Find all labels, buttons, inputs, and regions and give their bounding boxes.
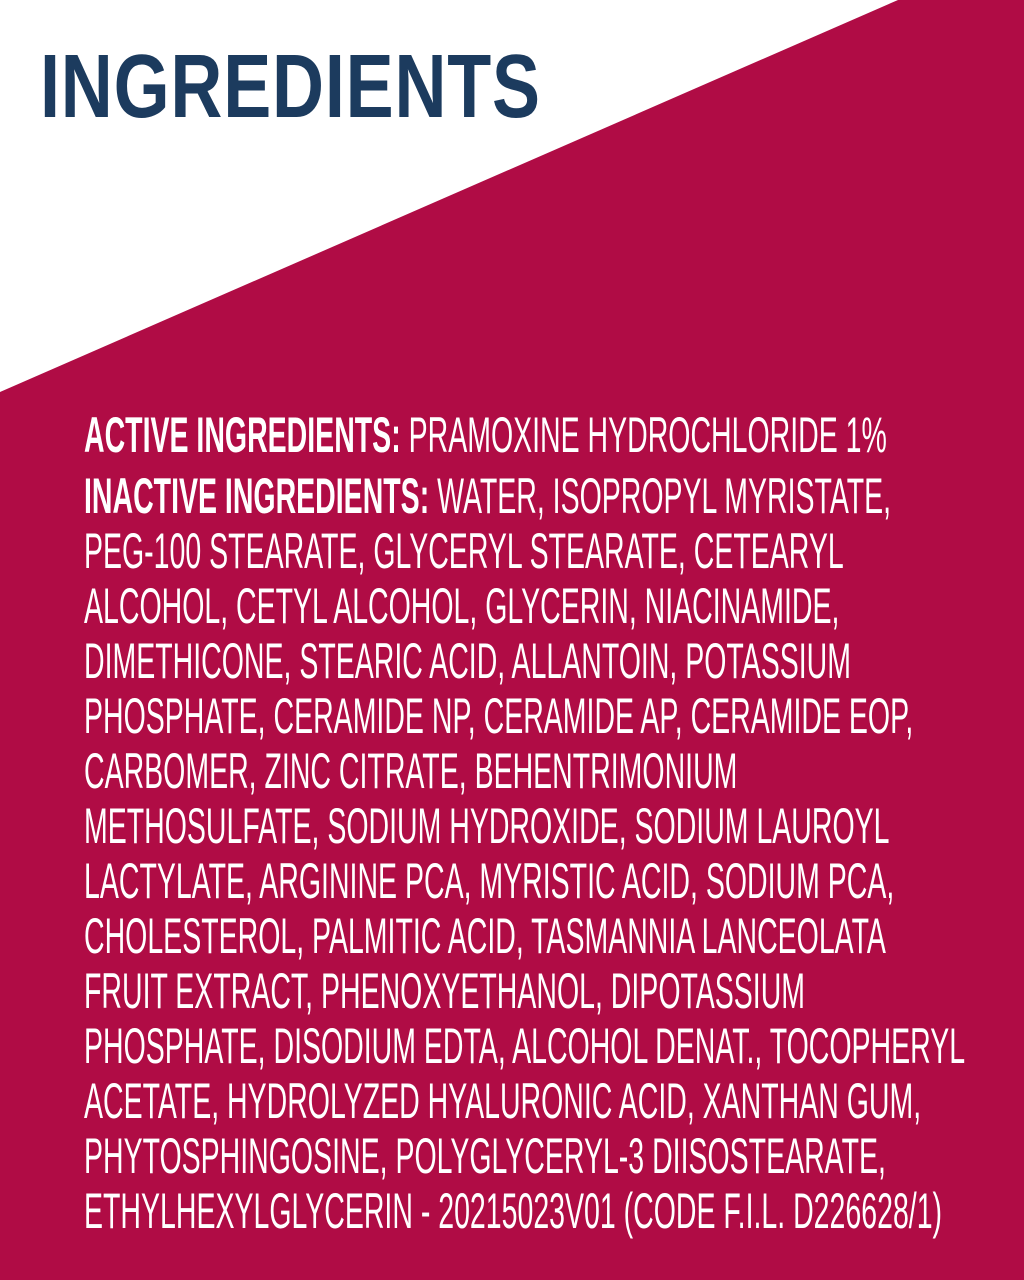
ingredients-line: PHOSPHATE, DISODIUM EDTA, ALCOHOL DENAT., TOCOPHERYL [84, 1018, 966, 1074]
ingredients-line: DIMETHICONE, STEARIC ACID, ALLANTOIN, POTASSIUM [84, 633, 851, 689]
inactive-ingredients-label: INACTIVE INGREDIENTS: [84, 468, 430, 524]
ingredients-batch-code-line: ETHYLHEXYLGLYCERIN - 20215023V01 (CODE F.I.L. D226628/1) [84, 1183, 943, 1239]
ingredients-line: PHYTOSPHINGOSINE, POLYGLYCERYL-3 DIISOSTEARATE, [84, 1128, 886, 1184]
active-ingredients-label: ACTIVE INGREDIENTS: [84, 407, 401, 463]
inactive-ingredients-line [84, 469, 965, 524]
ingredients-line: ALCOHOL, CETYL ALCOHOL, GLYCERIN, NIACINAMIDE, [84, 578, 840, 634]
active-ingredients-value: PRAMOXINE HYDROCHLORIDE 1% [400, 407, 887, 463]
ingredients-line: LACTYLATE, ARGININE PCA, MYRISTIC ACID, SODIUM PCA, [84, 853, 895, 909]
ingredients-line: FRUIT EXTRACT, PHENOXYETHANOL, DIPOTASSIUM [84, 963, 806, 1019]
ingredients-line: CARBOMER, ZINC CITRATE, BEHENTRIMONIUM [84, 743, 738, 799]
ingredients-line: CHOLESTEROL, PALMITIC ACID, TASMANNIA LANCEOLATA [84, 908, 886, 964]
ingredients-line: ACETATE, HYDROLYZED HYALURONIC ACID, XANTHAN GUM, [84, 1073, 922, 1129]
inactive-ingredients-value: WATER, ISOPROPYL MYRISTATE, [429, 468, 892, 524]
ingredients-heading: INGREDIENTS [40, 37, 541, 137]
ingredients-line: PHOSPHATE, CERAMIDE NP, CERAMIDE AP, CERAMIDE EOP, [84, 688, 914, 744]
active-ingredients-line [84, 408, 965, 463]
ingredients-line: METHOSULFATE, SODIUM HYDROXIDE, SODIUM LAUROYL [84, 798, 890, 854]
ingredients-text-block [84, 408, 1024, 1239]
ingredients-line: PEG-100 STEARATE, GLYCERYL STEARATE, CETEARYL [84, 523, 844, 579]
